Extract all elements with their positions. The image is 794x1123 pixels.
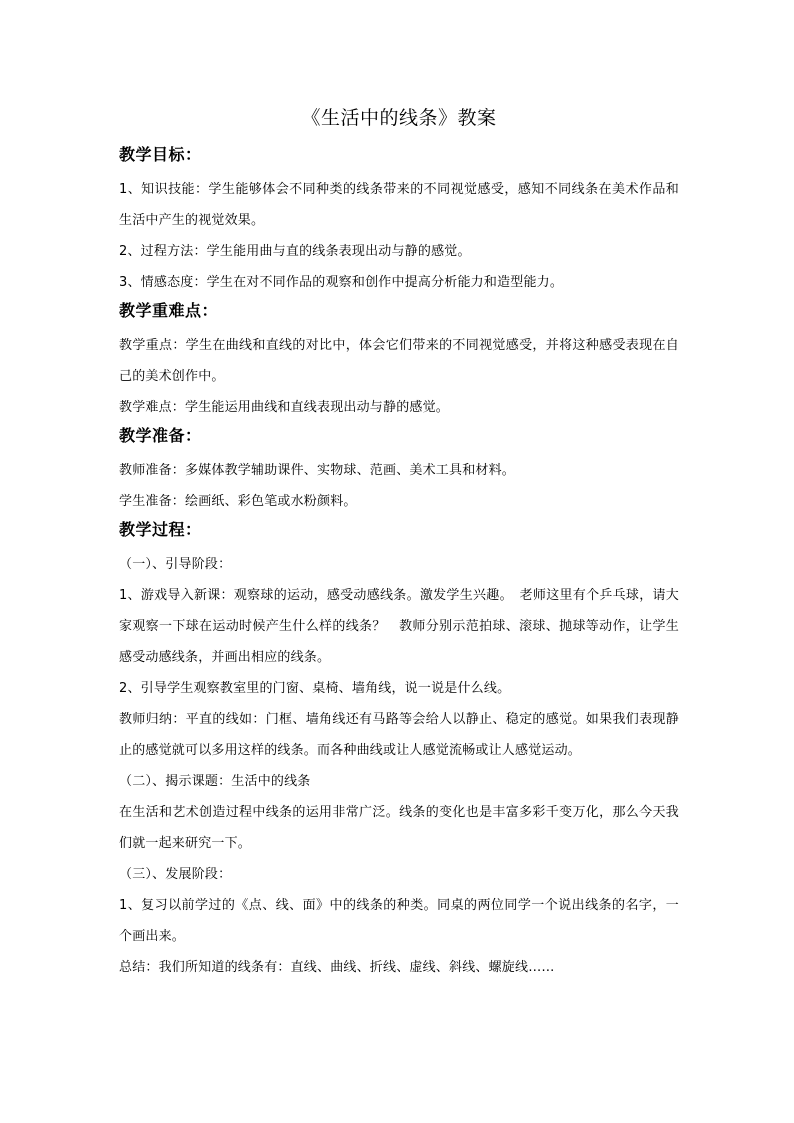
paragraph: （三）、发展阶段： [119,867,232,882]
paragraph: 2、过程方法：学生能用曲与直的线条表现出动与静的感觉。 [119,244,471,259]
paragraph: 总结：我们所知道的线条有：直线、曲线、折线、虚线、斜线、螺旋线…… [119,960,555,975]
paragraph: （二）、揭示课题：生活中的线条 [119,774,311,789]
paragraph: 2、引导学生观察教室里的门窗、桌椅、墙角线，说一说是什么线。 [119,681,511,696]
paragraph: 1、游戏导入新课：观察球的运动，感受动感线条。激发学生兴趣。 老师这里有个乒乓球，请大家观察一下球在运动时候产生什么样的线条？ 教师分别示范拍球、滚球、抛球等动作，让学生感受动感线条，并画出相应的线条。 [119,588,679,665]
paragraph: 1、复习以前学过的《点、线、面》中的线条的种类。同桌的两位同学一个说出线条的名字，一个画出来。 [119,898,679,944]
section-heading-key-points: 教学重难点： [119,301,219,320]
paragraph: 学生准备：绘画纸、彩色笔或水粉颜料。 [119,494,357,509]
paragraph: 在生活和艺术创造过程中线条的运用非常广泛。线条的变化也是丰富多彩千变万化，那么今天我们就一起来研究一下。 [119,805,679,851]
document-body [119,104,679,983]
paragraph: 教师准备：多媒体教学辅助课件、实物球、范画、美术工具和材料。 [119,463,516,478]
paragraph: 1、知识技能：学生能够体会不同种类的线条带来的不同视觉感受，感知不同线条在美术作品和生活中产生的视觉效果。 [119,182,679,228]
section-heading-preparation: 教学准备： [119,426,202,445]
document-title: 《生活中的线条》教案 [301,107,497,129]
paragraph: 教师归纳：平直的线如：门框、墙角线还有马路等会给人以静止、稳定的感觉。如果我们表现静止的感觉就可以多用这样的线条。而各种曲线或让人感觉流畅或让人感觉运动。 [119,712,679,758]
section-heading-objectives: 教学目标： [119,145,202,164]
paragraph: 3、情感态度：学生在对不同作品的观察和创作中提高分析能力和造型能力。 [119,275,564,290]
paragraph: 教学难点：学生能运用曲线和直线表现出动与静的感觉。 [119,400,450,415]
section-heading-process: 教学过程： [119,520,202,539]
paragraph: （一）、引导阶段： [119,557,232,572]
paragraph: 教学重点：学生在曲线和直线的对比中，体会它们带来的不同视觉感受，并将这种感受表现在自己的美术创作中。 [119,338,679,384]
